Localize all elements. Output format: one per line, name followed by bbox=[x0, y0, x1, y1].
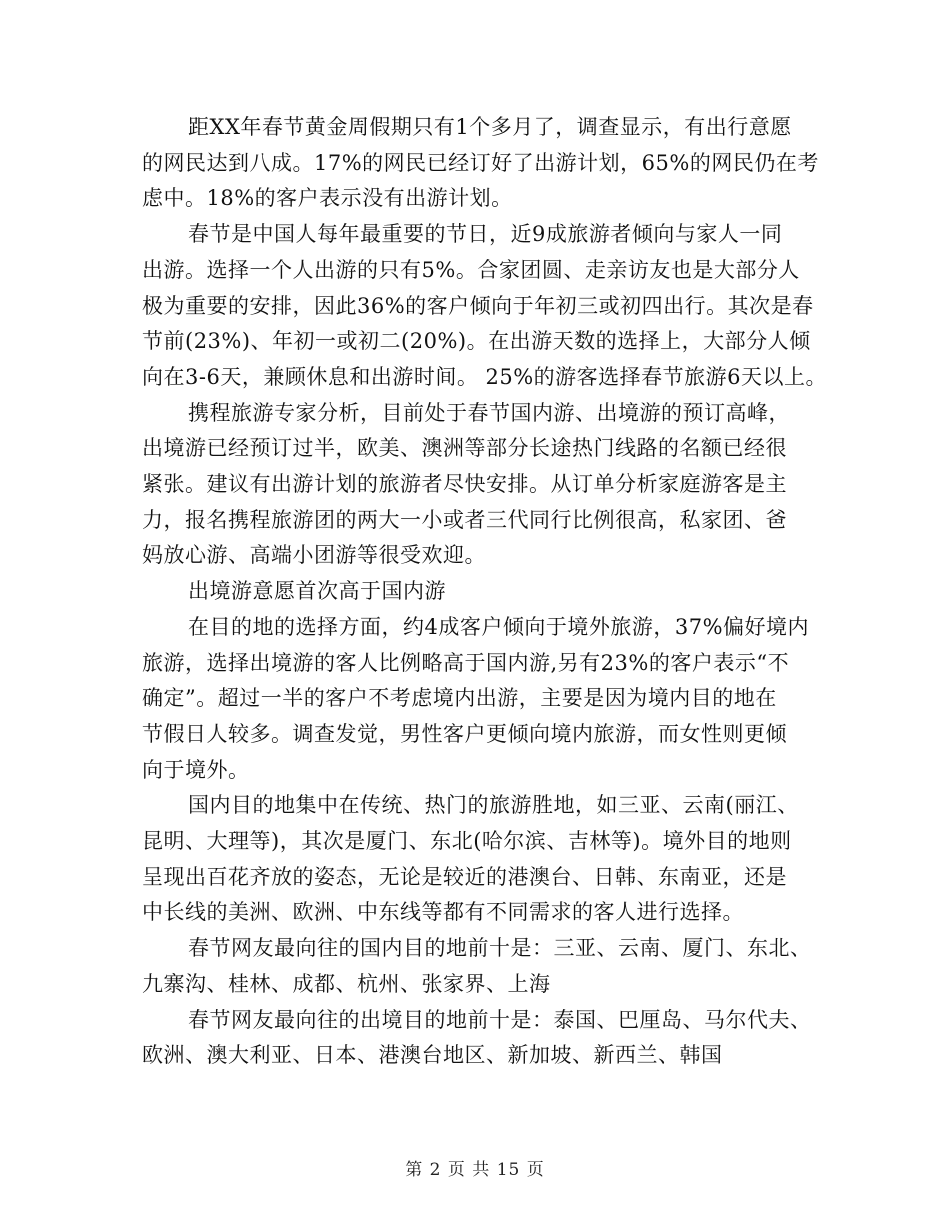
document-body bbox=[142, 110, 828, 1074]
text-line: 国内目的地集中在传统、热门的旅游胜地，如三亚、云南(丽江、 bbox=[188, 793, 799, 818]
paragraph-top-domestic bbox=[142, 931, 822, 1002]
paragraph-top-outbound bbox=[142, 1003, 822, 1074]
section-heading bbox=[142, 574, 822, 610]
page-number: 第 2 页 共 15 页 bbox=[405, 1160, 545, 1180]
text-line: 紧张。建议有出游计划的旅游者尽快安排。从订单分析家庭游客是主 bbox=[142, 472, 787, 497]
text-line: 旅游，选择出境游的客人比例略高于国内游,另有23%的客户表示“不 bbox=[142, 650, 790, 675]
text-line: 春节是中国人每年最重要的节日，近9成旅游者倾向与家人一同 bbox=[188, 222, 783, 247]
text-line: 在目的地的选择方面，约4成客户倾向于境外旅游，37%偏好境内 bbox=[188, 614, 810, 639]
text-line: 力，报名携程旅游团的两大一小或者三代同行比例很高，私家团、爸 bbox=[142, 507, 787, 532]
text-line: 虑中。18%的客户表示没有出游计划。 bbox=[142, 186, 513, 211]
text-line: 向在3-6天，兼顾休息和出游时间。 25%的游客选择春节旅游6天以上。 bbox=[142, 364, 828, 389]
text-line: 出境游意愿首次高于国内游 bbox=[188, 579, 446, 604]
text-line: 昆明、大理等)，其次是厦门、东北(哈尔滨、吉林等)。境外目的地则 bbox=[142, 829, 792, 854]
text-line: 春节网友最向往的国内目的地前十是：三亚、云南、厦门、东北、 bbox=[188, 936, 812, 961]
text-line: 妈放心游、高端小团游等很受欢迎。 bbox=[142, 543, 486, 568]
text-line: 九寨沟、桂林、成都、杭州、张家界、上海 bbox=[142, 971, 551, 996]
text-line: 向于境外。 bbox=[142, 757, 250, 782]
paragraph-family-travel bbox=[142, 217, 828, 396]
text-line: 出游。选择一个人出游的只有5%。合家团圆、走亲访友也是大部分人 bbox=[142, 257, 800, 282]
page-footer bbox=[0, 1155, 950, 1180]
text-line: 节假日人较多。调查发觉，男性客户更倾向境内旅游，而女性则更倾 bbox=[142, 721, 787, 746]
text-line: 出境游已经预订过半，欧美、澳洲等部分长途热门线路的名额已经很 bbox=[142, 436, 787, 461]
text-line: 的网民达到八成。17%的网民已经订好了出游计划，65%的网民仍在考 bbox=[142, 150, 819, 175]
text-line: 确定”。超过一半的客户不考虑境内出游，主要是因为境内目的地在 bbox=[142, 686, 777, 711]
paragraph-holiday-intent bbox=[142, 110, 822, 217]
text-line: 携程旅游专家分析，目前处于春节国内游、出境游的预订高峰， bbox=[188, 400, 790, 425]
paragraph-expert-analysis bbox=[142, 396, 822, 575]
text-line: 呈现出百花齐放的姿态，无论是较近的港澳台、日韩、东南亚，还是 bbox=[142, 864, 787, 889]
paragraph-domestic-destinations bbox=[142, 788, 822, 931]
text-line: 节前(23%)、年初一或初二(20%)。在出游天数的选择上，大部分人倾 bbox=[142, 329, 811, 354]
text-line: 中长线的美洲、欧洲、中东线等都有不同需求的客人进行选择。 bbox=[142, 900, 744, 925]
text-line: 欧洲、澳大利亚、日本、港澳台地区、新加坡、新西兰、韩国 bbox=[142, 1043, 723, 1068]
text-line: 极为重要的安排，因此36%的客户倾向于年初三或初四出行。其次是春 bbox=[142, 293, 814, 318]
paragraph-destination-choice bbox=[142, 610, 822, 789]
text-line: 距XX年春节黄金周假期只有1个多月了，调查显示，有出行意愿 bbox=[188, 115, 792, 139]
text-line: 春节网友最向往的出境目的地前十是：泰国、巴厘岛、马尔代夫、 bbox=[188, 1007, 812, 1032]
